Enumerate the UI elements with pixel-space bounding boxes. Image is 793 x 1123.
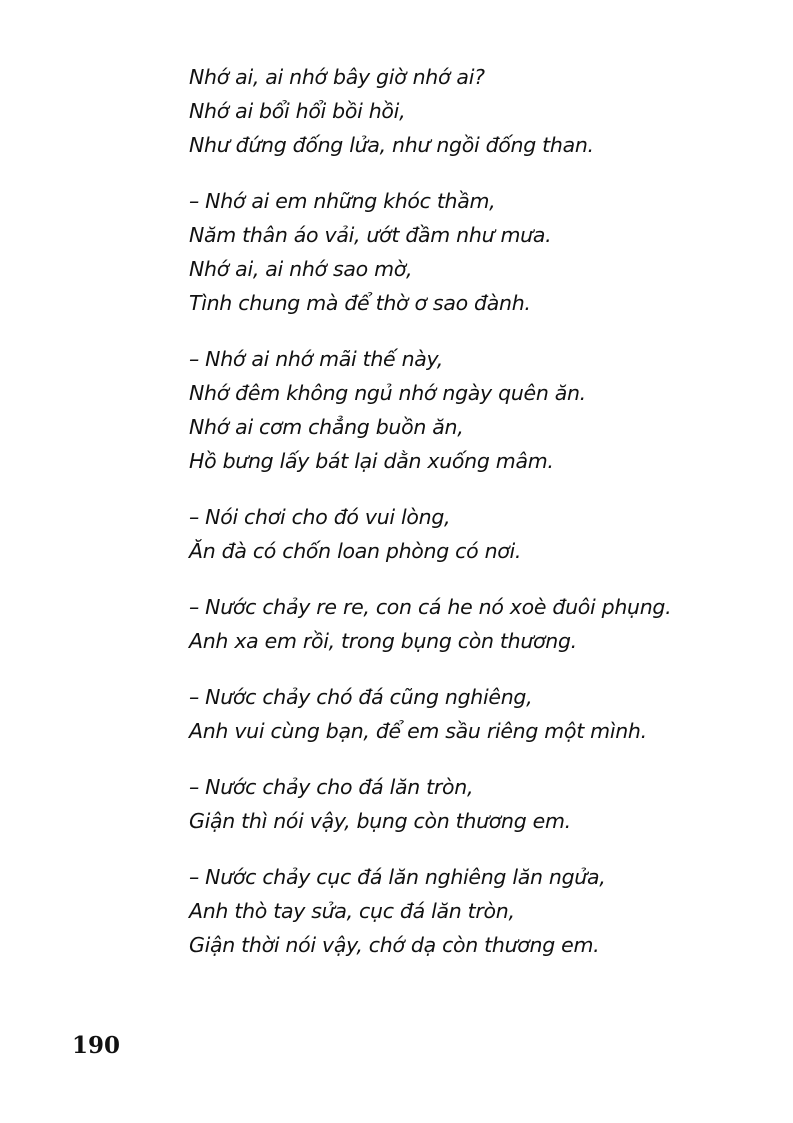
poem-line: – Nói chơi cho đó vui lòng,: [189, 505, 451, 529]
poem-line: Năm thân áo vải, ướt đầm như mưa.: [189, 223, 552, 247]
poem-body: [189, 60, 779, 984]
poem-line: – Nước chảy cho đá lăn tròn,: [189, 775, 474, 799]
stanza: [189, 500, 779, 568]
poem-line: Anh vui cùng bạn, để em sầu riêng một mình.: [189, 719, 647, 743]
poem-line: Nhớ ai bổi hổi bồi hồi,: [189, 99, 406, 123]
page-number: 190: [72, 1032, 121, 1059]
poem-line: Anh xa em rồi, trong bụng còn thương.: [189, 629, 577, 653]
poem-line: – Nhớ ai nhớ mãi thế này,: [189, 347, 443, 371]
poem-line: Nhớ ai cơm chẳng buồn ăn,: [189, 415, 464, 439]
poem-line: Nhớ đêm không ngủ nhớ ngày quên ăn.: [189, 381, 586, 405]
poem-line: Ăn đà có chốn loan phòng có nơi.: [189, 539, 522, 563]
stanza: [189, 60, 779, 162]
stanza: [189, 680, 779, 748]
stanza: [189, 342, 779, 478]
poem-line: Nhớ ai, ai nhớ sao mờ,: [189, 257, 413, 281]
poem-line: Như đứng đống lửa, như ngồi đống than.: [189, 133, 594, 157]
poem-line: – Nhớ ai em những khóc thầm,: [189, 189, 496, 213]
poem-line: Hồ bưng lấy bát lại dằn xuống mâm.: [189, 449, 554, 473]
poem-line: Giận thì nói vậy, bụng còn thương em.: [189, 809, 571, 833]
poem-line: Anh thò tay sửa, cục đá lăn tròn,: [189, 899, 515, 923]
poem-line: – Nước chảy re re, con cá he nó xoè đuôi phụng.: [189, 595, 672, 619]
stanza: [189, 770, 779, 838]
poem-line: – Nước chảy cục đá lăn nghiêng lăn ngửa,: [189, 865, 606, 889]
poem-line: – Nước chảy chó đá cũng nghiêng,: [189, 685, 533, 709]
poem-line: Giận thời nói vậy, chớ dạ còn thương em.: [189, 933, 600, 957]
poem-line: Nhớ ai, ai nhớ bây giờ nhớ ai?: [189, 65, 485, 89]
poem-line: Tình chung mà để thờ ơ sao đành.: [189, 291, 531, 315]
stanza: [189, 590, 779, 658]
stanza: [189, 860, 779, 962]
stanza: [189, 184, 779, 320]
